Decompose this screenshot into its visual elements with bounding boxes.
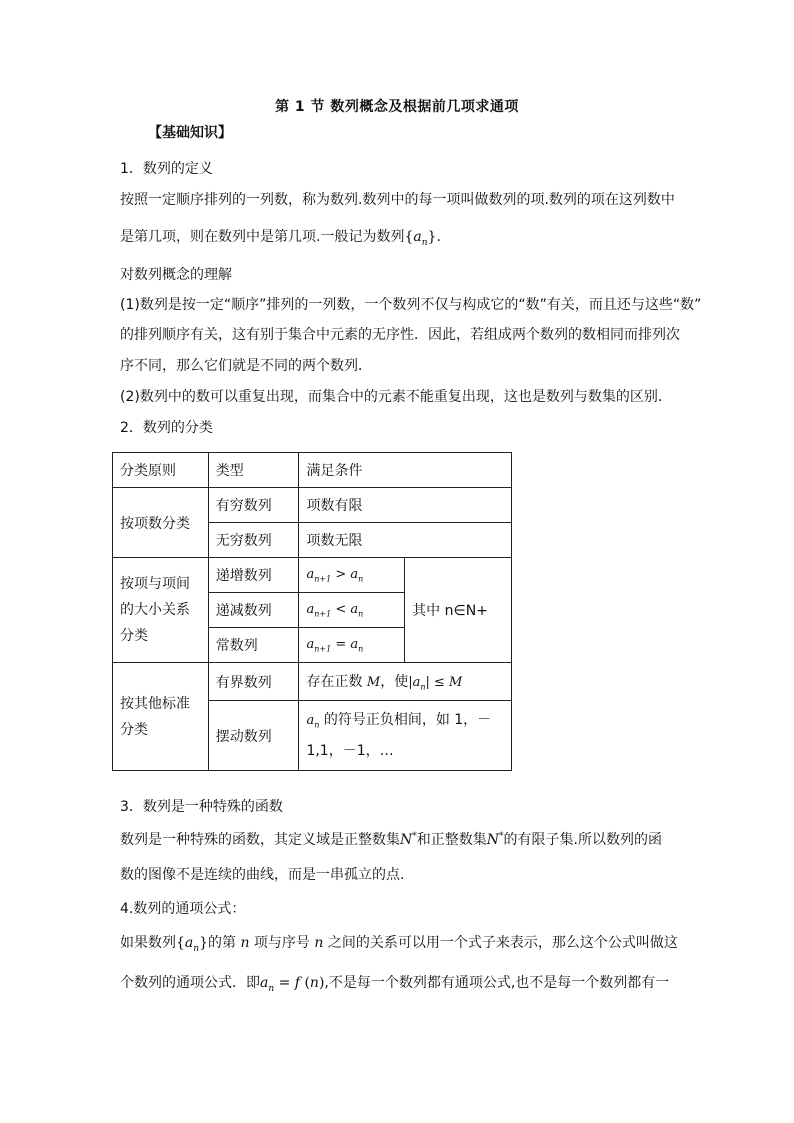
math-n: n xyxy=(309,935,328,951)
relation-symbol: > xyxy=(335,566,347,582)
s3-heading: 3．数列是一种特殊的函数 xyxy=(120,799,283,815)
s3-text-b: 和正整数集 xyxy=(416,832,487,848)
bound-inequality: $|a_n| \le M$ xyxy=(408,675,463,692)
s2-heading: 2．数列的分类 xyxy=(120,420,213,436)
page-title: 第 1 节 数列概念及根据前几项求通项 xyxy=(275,99,519,115)
s4-text-f: ,不是每一个数列都有通项公式,也不是每一个数列都有一 xyxy=(324,975,670,991)
table-cell-type: 有穷数列 xyxy=(208,488,299,523)
s1-understanding-2: (2)数列中的数可以重复出现，而集合中的元素不能重复出现，这也是数列与数集的区别． xyxy=(120,389,672,405)
math-n: n xyxy=(236,935,254,951)
general-term-formula: $a_n = f$ (n) xyxy=(260,975,325,994)
table-cell-formula: $a_{n+1} > a_n$ xyxy=(299,558,405,593)
oscillating-an: $a_n$ xyxy=(306,712,320,730)
table-cell-type: 常数列 xyxy=(208,628,299,663)
classification-table xyxy=(112,452,512,771)
table-cell-condition: 项数无限 xyxy=(299,523,512,558)
s1-paragraph-line2 xyxy=(120,226,441,248)
sequence-notation: $\{a_n\}$ xyxy=(404,229,437,248)
table-cell-formula: $a_{n+1} = a_n$ xyxy=(299,628,405,663)
table-cell-note: 其中 n∈N+ xyxy=(405,558,512,663)
table-header-cell: 满足条件 xyxy=(299,453,512,488)
table-cell-formula: $a_{n+1} < a_n$ xyxy=(299,593,405,628)
s3-text-c: 的有限子集.所以数列的函 xyxy=(503,832,662,848)
relation-symbol: < xyxy=(335,601,347,617)
s1-p1-text: 是第几项，则在数列中是第几项.一般记为数列 xyxy=(120,229,405,245)
s4-paragraph-line1 xyxy=(120,932,678,954)
bounded-text-b: ，使 xyxy=(380,674,409,691)
s1-paragraph-line1: 按照一定顺序排列的一列数，称为数列.数列中的每一项叫做数列的项.数列的项在这列数中 xyxy=(120,192,675,208)
oscillating-text-a: 的符号正负相间，如 1，－ xyxy=(323,711,492,728)
table-header-row xyxy=(113,453,512,488)
table-cell-principle: 按其他标准分类 xyxy=(113,663,209,771)
s1-subheading: 对数列概念的理解 xyxy=(120,267,232,283)
s1-understanding-1b: 的排列顺序有关，这有别于集合中元素的无序性．因此，若组成两个数列的数相同而排列次 xyxy=(120,327,680,343)
s4-text-d: 之间的关系可以用一个式子来表示，那么这个公式叫做这 xyxy=(327,935,678,951)
bounded-text-a: 存在正数 xyxy=(306,674,363,691)
s3-paragraph-line1 xyxy=(120,829,662,849)
table-cell-principle: 按项与项间的大小关系分类 xyxy=(113,558,209,663)
table-row xyxy=(113,663,512,701)
table-cell-type: 递增数列 xyxy=(208,558,299,593)
section-heading-basics: 【基础知识】 xyxy=(148,125,232,141)
s4-text-a: 如果数列 xyxy=(120,935,176,951)
table-cell-type: 有界数列 xyxy=(208,663,299,701)
s4-paragraph-line2 xyxy=(120,972,669,994)
table-cell-type: 摆动数列 xyxy=(208,701,299,771)
s1-heading: 1．数列的定义 xyxy=(120,161,213,177)
math-N-star: N* xyxy=(400,831,417,848)
relation-symbol: = xyxy=(335,636,347,652)
table-header-cell: 分类原则 xyxy=(113,453,209,488)
table-cell-condition: 项数有限 xyxy=(299,488,512,523)
table-row xyxy=(113,558,512,593)
table-cell-type: 无穷数列 xyxy=(208,523,299,558)
s1-understanding-1c: 序不同，那么它们就是不同的两个数列． xyxy=(120,358,372,374)
table-cell-condition xyxy=(299,663,512,701)
s3-paragraph-line2: 数的图像不是连续的曲线，而是一串孤立的点. xyxy=(120,867,405,883)
s4-text-b: 的第 xyxy=(208,935,236,951)
table-header-cell: 类型 xyxy=(208,453,299,488)
bound-M: M xyxy=(366,675,381,691)
math-N-star: N* xyxy=(486,831,504,848)
s1-understanding-1a: (1)数列是按一定“顺序”排列的一列数，一个数列不仅与构成它的“数”有关，而且还与这些“数” xyxy=(120,297,702,313)
sequence-notation: $\{a_n\}$ xyxy=(176,935,208,954)
s1-p1-end: . xyxy=(436,229,441,245)
table-cell-type: 递减数列 xyxy=(208,593,299,628)
s4-text-c: 项与序号 xyxy=(253,935,310,951)
s4-text-e: 个数列的通项公式．即 xyxy=(120,975,260,991)
s3-text-a: 数列是一种特殊的函数，其定义域是正整数集 xyxy=(120,832,400,848)
table-cell-condition xyxy=(299,701,512,771)
s4-heading: 4.数列的通项公式： xyxy=(120,901,246,917)
table-cell-principle: 按项数分类 xyxy=(113,488,209,558)
table-row xyxy=(113,488,512,523)
oscillating-text-b: 1,1，－1，… xyxy=(306,743,394,760)
